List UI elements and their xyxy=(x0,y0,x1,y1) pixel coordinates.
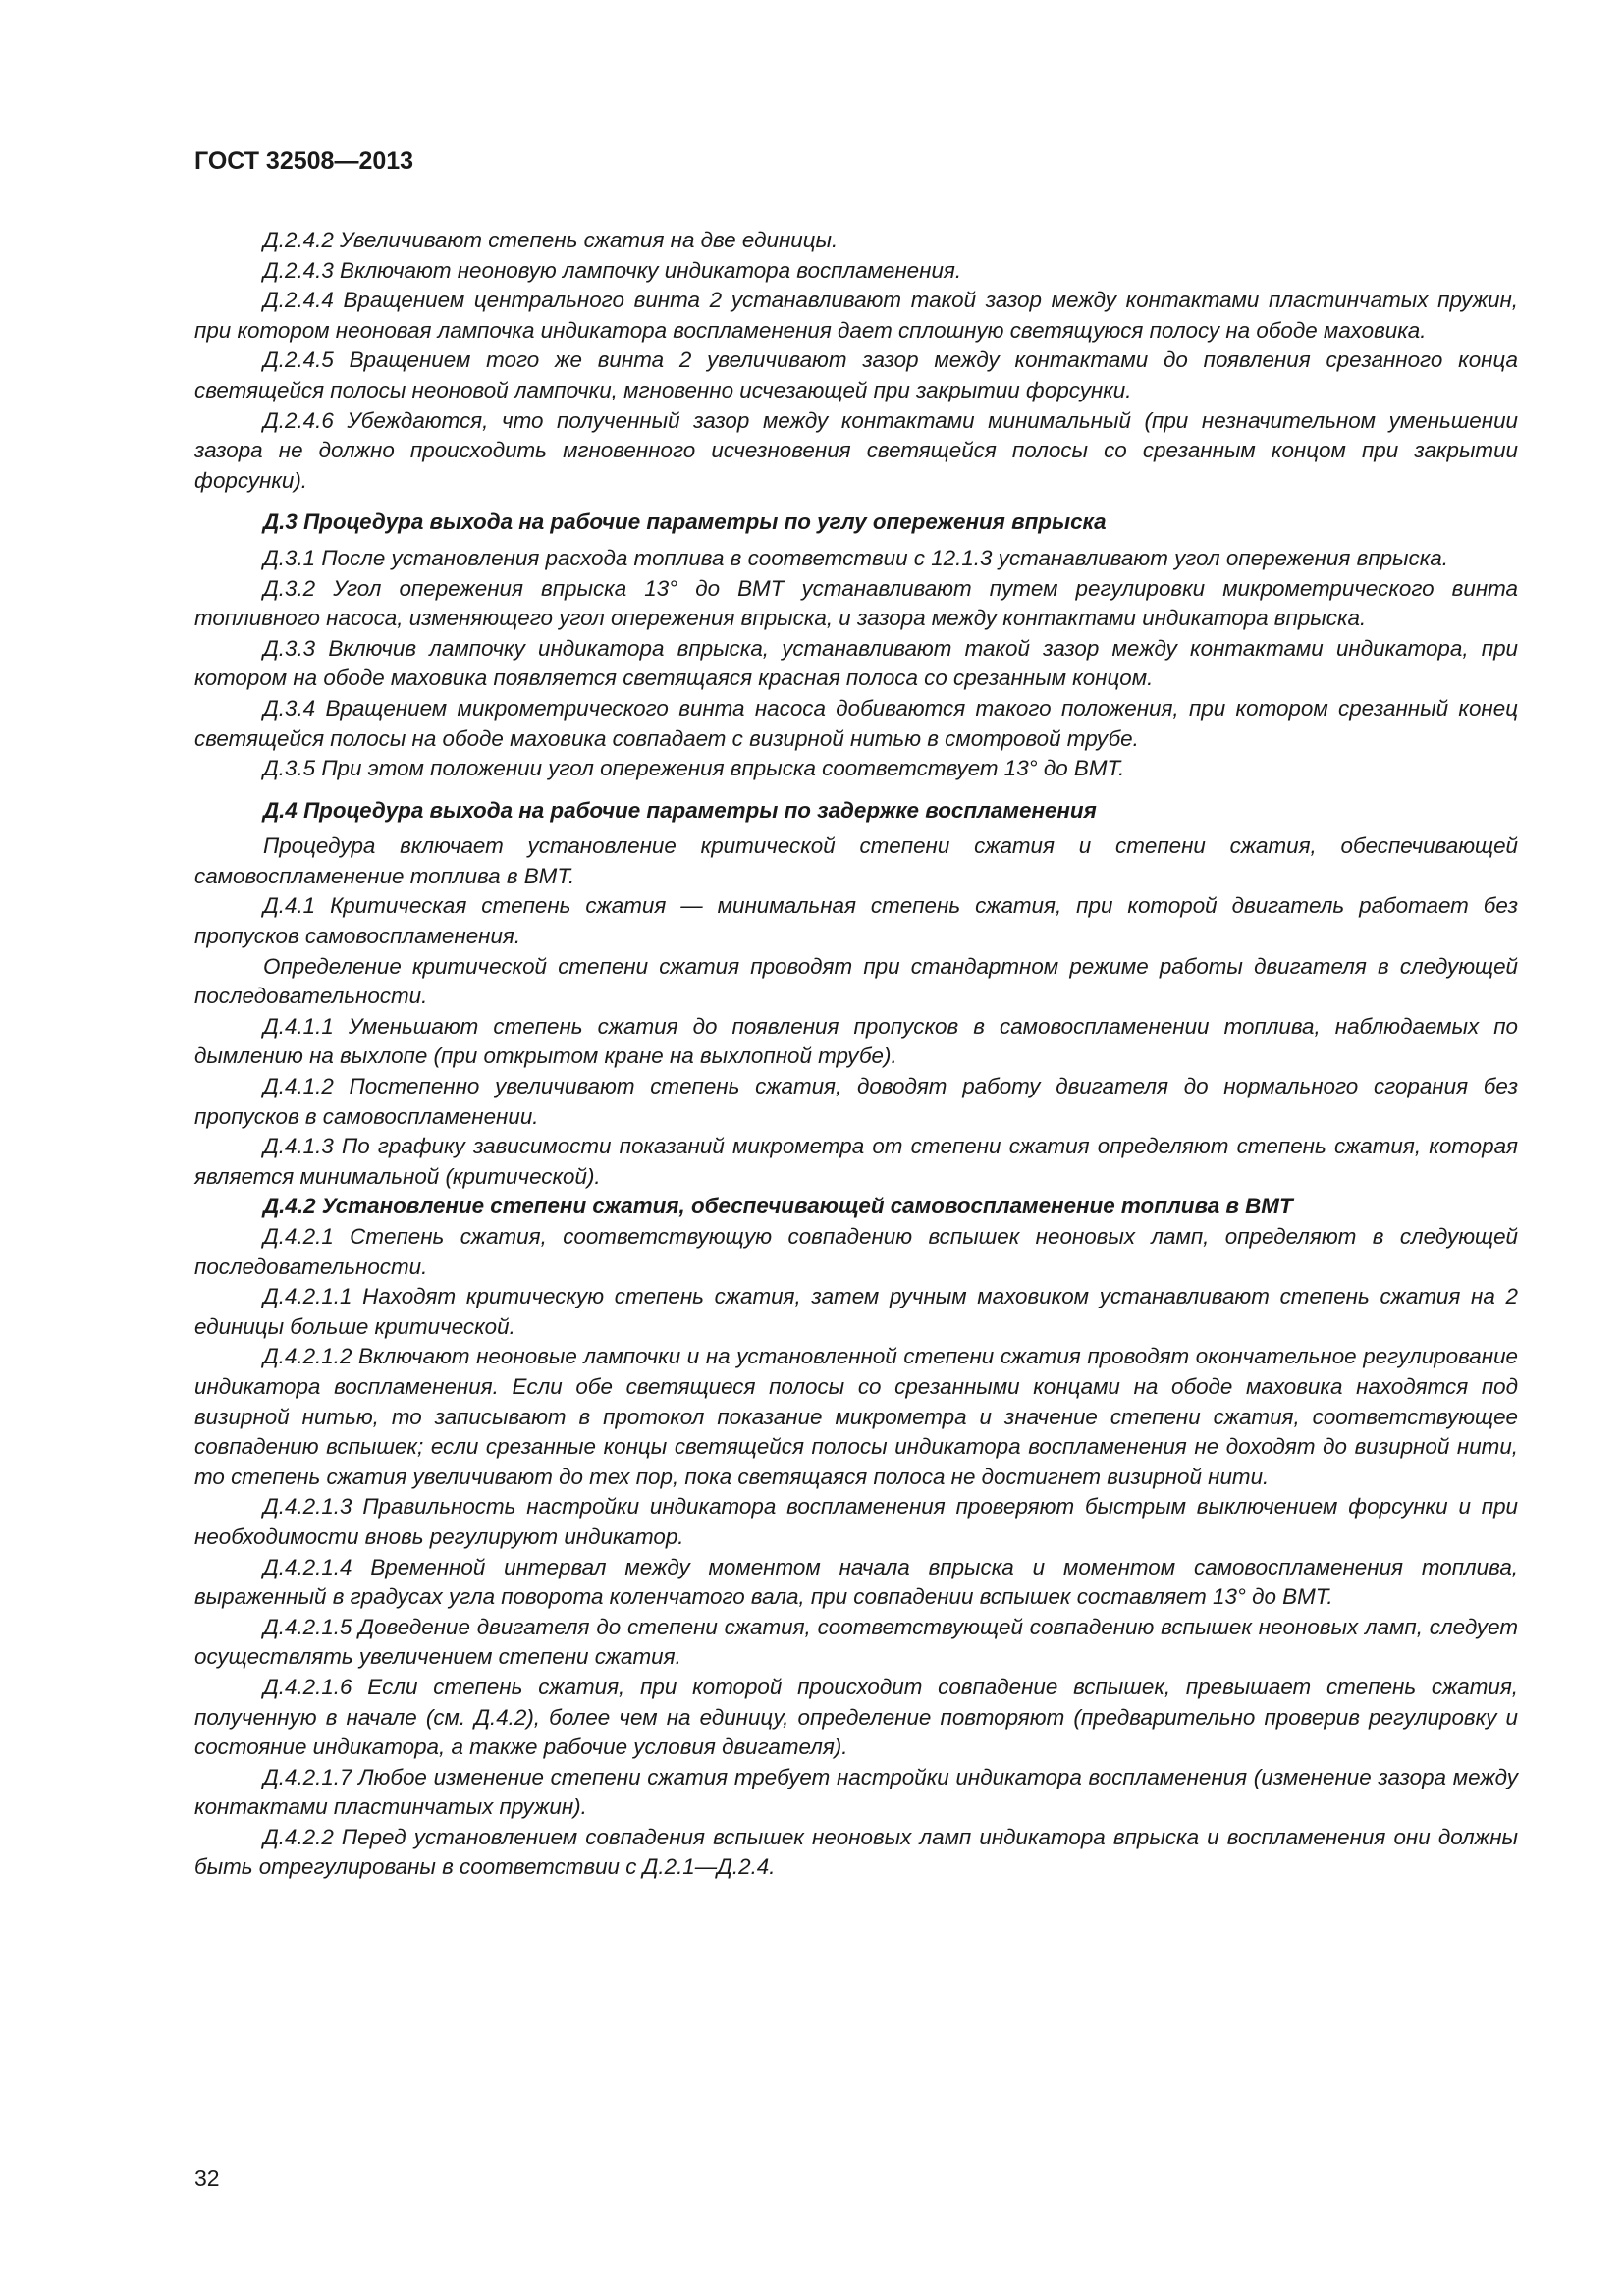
paragraph-d-2-4-3: Д.2.4.3 Включают неоновую лампочку индикатора воспламенения. xyxy=(263,257,962,283)
paragraph-d-4-1-1: Д.4.1.1 Уменьшают степень сжатия до появления пропусков в самовоспламенении топлива, наблюдаемых по дымлению на выхлопе (при открытом кране на выхлопной трубе). xyxy=(194,1013,1518,1069)
paragraph-d-4-2-1-3: Д.4.2.1.3 Правильность настройки индикатора воспламенения проверяют быстрым выключением форсунки и при необходимости вновь регулируют индикатор. xyxy=(194,1494,1518,1549)
paragraph-d-3-3: Д.3.3 Включив лампочку индикатора впрыска, устанавливают такой зазор между контактами индикатора, при котором на ободе маховика появляется светящаяся красная полоса со срезанным концом. xyxy=(194,635,1518,691)
section-heading-d-3: Д.3 Процедура выхода на рабочие параметры по углу опережения впрыска xyxy=(263,509,1107,535)
paragraph-d-4-2-1-5: Д.4.2.1.5 Доведение двигателя до степени сжатия, соответствующей совпадению вспышек неоновых ламп, следует осуществлять увеличением степени сжатия. xyxy=(194,1614,1518,1670)
document-body xyxy=(194,226,1518,1883)
page-number: 32 xyxy=(194,2165,220,2191)
paragraph-d-4-2-2: Д.4.2.2 Перед установлением совпадения вспышек неоновых ламп индикатора впрыска и воспламенения они должны быть отрегулированы в соответствии с Д.2.1—Д.2.4. xyxy=(194,1824,1518,1880)
paragraph-d-4-2-1: Д.4.2.1 Степень сжатия, соответствующую совпадению вспышек неоновых ламп, определяют в следующей последовательности. xyxy=(194,1224,1518,1279)
section-heading-d-4: Д.4 Процедура выхода на рабочие параметры по задержке воспламенения xyxy=(263,797,1097,823)
paragraph-d-4-1-intro: Определение критической степени сжатия проводят при стандартном режиме работы двигателя в следующей последовательности. xyxy=(194,953,1518,1009)
paragraph-d-3-1: Д.3.1 После установления расхода топлива в соответствии с 12.1.3 устанавливают угол опережения впрыска. xyxy=(263,545,1448,570)
paragraph-d-2-4-5: Д.2.4.5 Вращением того же винта 2 увеличивают зазор между контактами до появления срезанного конца светящейся полосы неоновой лампочки, мгновенно исчезающей при закрытии форсунки. xyxy=(194,347,1518,402)
paragraph-d-4-1: Д.4.1 Критическая степень сжатия — минимальная степень сжатия, при которой двигатель работает без пропусков самовоспламенения. xyxy=(194,893,1518,949)
paragraph-d-4-2-1-6: Д.4.2.1.6 Если степень сжатия, при которой происходит совпадение вспышек, превышает степень сжатия, полученную в начале (см. Д.4.2), более чем на единицу, определение повторяют (предварительно проверив регулировку и состояние индикатора, а также рабочие условия двигателя). xyxy=(194,1674,1518,1760)
paragraph-d-3-2: Д.3.2 Угол опережения впрыска 13° до ВМТ устанавливают путем регулировки микрометрического винта топливного насоса, изменяющего угол опережения впрыска, и зазора между контактами индикатора впрыска. xyxy=(194,575,1518,631)
paragraph-d-4-2-1-1: Д.4.2.1.1 Находят критическую степень сжатия, затем ручным маховиком устанавливают степень сжатия на 2 единицы больше критической. xyxy=(194,1284,1518,1339)
paragraph-d-4-1-3: Д.4.1.3 По графику зависимости показаний микрометра от степени сжатия определяют степень сжатия, которая является минимальной (критической). xyxy=(194,1134,1518,1189)
paragraph-d-2-4-4: Д.2.4.4 Вращением центрального винта 2 устанавливают такой зазор между контактами пластинчатых пружин, при котором неоновая лампочка индикатора воспламенения дает сплошную светящуюся полосу на ободе маховика. xyxy=(194,288,1518,343)
paragraph-d-4-2-1-2: Д.4.2.1.2 Включают неоновые лампочки и на установленной степени сжатия проводят окончательное регулирование индикатора воспламенения. Если обе светящиеся полосы со срезанными концами на ободе маховика находятся под визирной нитью, то записывают в протокол показание микрометра и значение степени сжатия, соответствующее совпадению вспышек; если срезанные концы светящейся полосы индикатора воспламенения не доходят до визирной нити, то степень сжатия увеличивают до тех пор, пока светящаяся полоса не достигнет визирной нити. xyxy=(194,1344,1518,1489)
paragraph-d-2-4-6: Д.2.4.6 Убеждаются, что полученный зазор между контактами минимальный (при незначительном уменьшении зазора не должно происходить мгновенного исчезновения светящейся полосы со срезанным концом при закрытии форсунки). xyxy=(194,407,1518,493)
paragraph-d-2-4-2: Д.2.4.2 Увеличивают степень сжатия на две единицы. xyxy=(263,228,839,252)
paragraph-d-4-1-2: Д.4.1.2 Постепенно увеличивают степень сжатия, доводят работу двигателя до нормального сгорания без пропусков в самовоспламенении. xyxy=(194,1074,1518,1129)
subsection-heading-d-4-2: Д.4.2 Установление степени сжатия, обеспечивающей самовоспламенение топлива в ВМТ xyxy=(263,1194,1293,1219)
paragraph-d-4-2-1-4: Д.4.2.1.4 Временной интервал между моментом начала впрыска и моментом самовоспламенения топлива, выраженный в градусах угла поворота коленчатого вала, при совпадении вспышек составляет 13° до ВМТ. xyxy=(194,1554,1518,1610)
document-header: ГОСТ 32508—2013 xyxy=(194,147,414,175)
paragraph-d-3-5: Д.3.5 При этом положении угол опережения впрыска соответствует 13° до ВМТ. xyxy=(263,756,1125,781)
paragraph-d-4-intro: Процедура включает установление критической степени сжатия и степени сжатия, обеспечивающей самовоспламенение топлива в ВМТ. xyxy=(194,833,1518,888)
paragraph-d-4-2-1-7: Д.4.2.1.7 Любое изменение степени сжатия требует настройки индикатора воспламенения (изменение зазора между контактами пластинчатых пружин). xyxy=(194,1764,1518,1820)
paragraph-d-3-4: Д.3.4 Вращением микрометрического винта насоса добиваются такого положения, при котором срезанный конец светящейся полосы на ободе маховика совпадает с визирной нитью в смотровой трубе. xyxy=(194,695,1518,751)
